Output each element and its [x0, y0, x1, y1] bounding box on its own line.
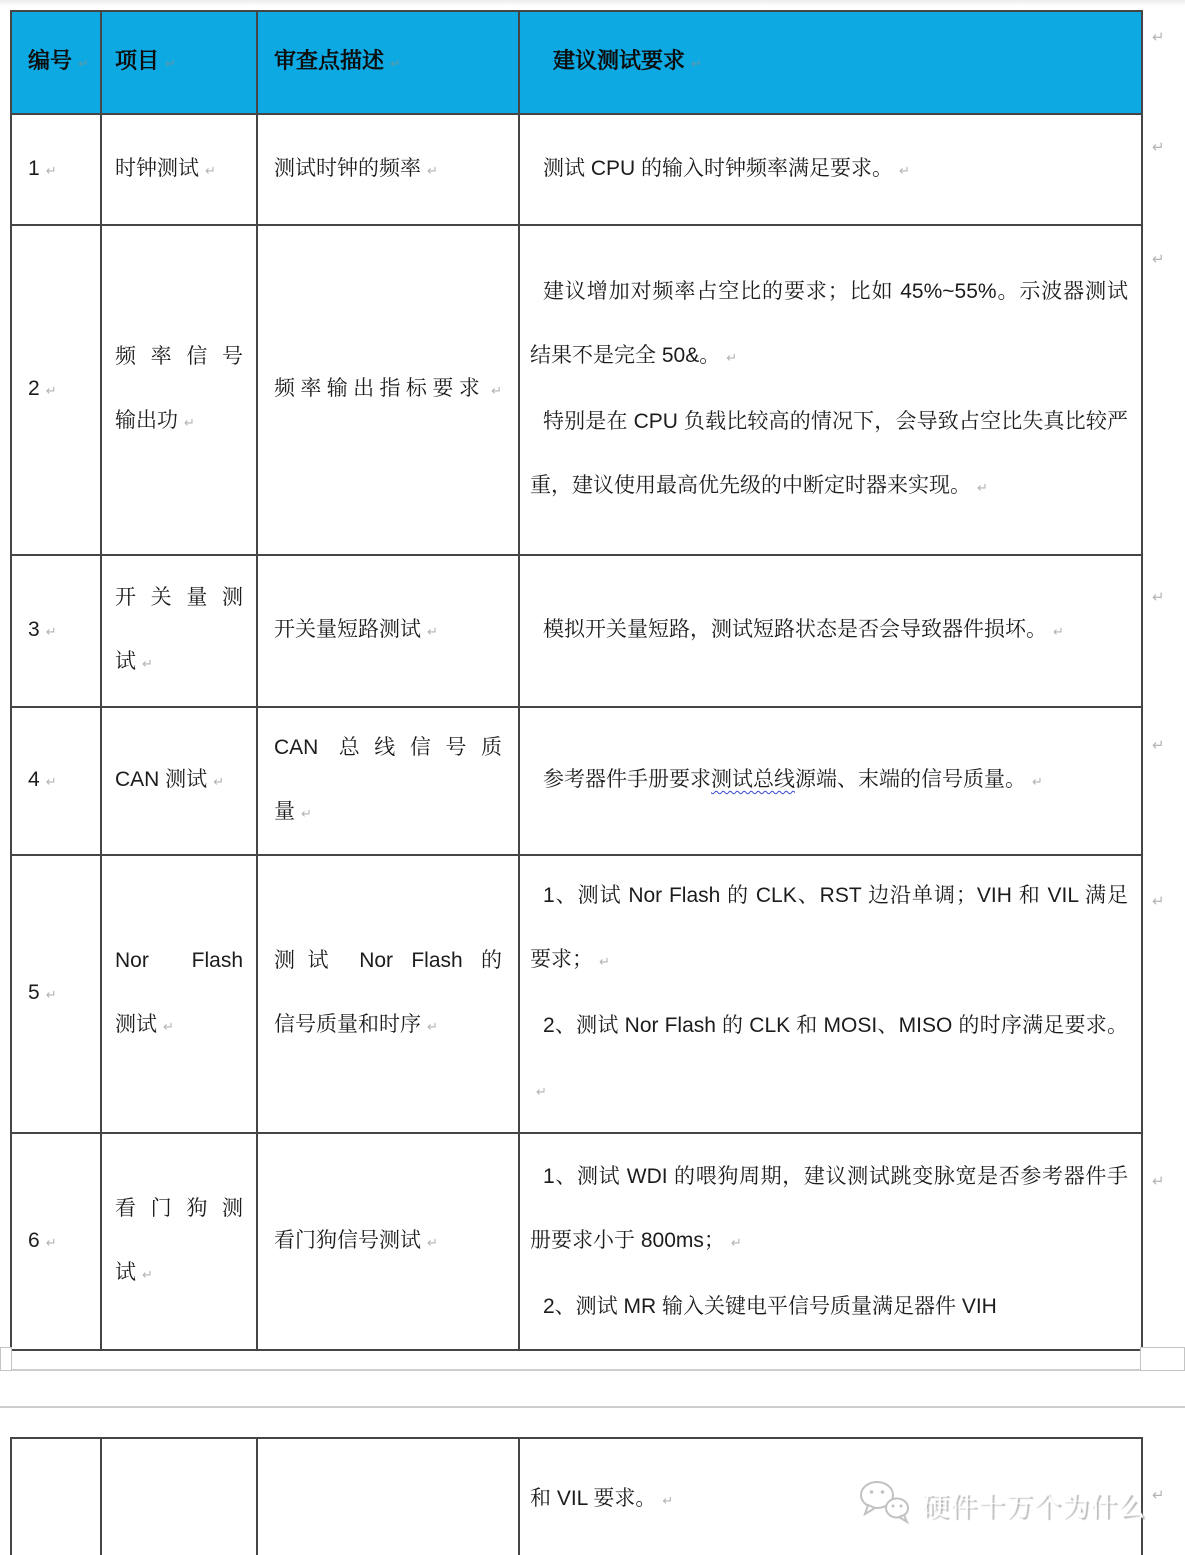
table-row [12, 1134, 1141, 1349]
table-row [12, 1439, 1141, 1555]
row-number: 1 ↵ [28, 137, 100, 203]
cell-req [520, 1134, 1141, 1349]
cell-item [102, 708, 258, 854]
cell-number [12, 556, 102, 706]
row-number: 3 ↵ [28, 598, 100, 664]
column-header: 审查点描述 ↵ [274, 29, 502, 96]
desc-text: 信号质量和时序 ↵ [274, 993, 502, 1059]
page-edge-marker [0, 1347, 12, 1371]
req-text: 测试 CPU 的输入时钟频率满足要求。 ↵ [530, 137, 1128, 203]
item-text: 看门狗测 [115, 1196, 243, 1220]
table-row [12, 856, 1141, 1134]
item-text: 频率信号 [115, 345, 243, 368]
header-cell-desc [258, 12, 520, 113]
desc-text: 频率输出指标要求 ↵ [274, 357, 502, 423]
paragraph-mark-icon: ↵ [1152, 893, 1165, 910]
cell-item [102, 1134, 258, 1349]
row-number: 5 ↵ [28, 961, 100, 1027]
cell-number [12, 856, 102, 1132]
desc-text: 开关量短路测试 ↵ [274, 598, 502, 664]
req-text: 模拟开关量短路，测试短路状态是否会导致器件损坏。 ↵ [530, 598, 1128, 664]
cell-item [102, 1439, 258, 1555]
review-table [10, 10, 1143, 1351]
header-cell-req [520, 12, 1141, 113]
cell-desc [258, 1439, 520, 1555]
cell-number [12, 115, 102, 224]
item-text: Nor Flash [115, 949, 243, 972]
req-text: 2、测试 Nor Flash 的 CLK 和 MOSI、MISO 的时序满足要求。 ↵ [530, 994, 1128, 1124]
paragraph-mark-icon: ↵ [1152, 1487, 1165, 1504]
spellcheck-underlined-text: 测试总线 [711, 768, 795, 791]
req-text: 和 VIL 要求。 ↵ [530, 1467, 1128, 1533]
cell-desc [258, 115, 520, 224]
desc-text: 量 ↵ [274, 780, 502, 846]
table-row [12, 556, 1141, 708]
paragraph-mark-icon: ↵ [1152, 29, 1165, 46]
watermark-label: 硬件十万个为什么 [922, 1492, 1146, 1522]
req-text: 1、测试 WDI 的喂狗周期，建议测试跳变脉宽是否参考器件手册要求小于 800ms； ↵ [530, 1145, 1128, 1275]
cell-desc [258, 856, 520, 1132]
cell-item [102, 556, 258, 706]
cell-desc [258, 708, 520, 854]
item-text: 时钟测试 ↵ [115, 137, 243, 203]
paragraph-mark-icon: ↵ [1152, 737, 1165, 754]
paragraph-mark-icon: ↵ [1152, 589, 1165, 606]
req-text: 建议增加对频率占空比的要求；比如 45%~55%。示波器测试结果不是完全 50&。 ↵ [530, 260, 1128, 390]
req-text-part: 源端、末端的信号质量。 [795, 768, 1026, 791]
paragraph-mark-icon: ↵ [1152, 251, 1165, 268]
desc-text: 测试时钟的频率 ↵ [274, 137, 502, 203]
page-top-edge [0, 0, 1185, 6]
cell-item [102, 115, 258, 224]
row-number: 2 ↵ [28, 357, 100, 423]
desc-text: 测试 Nor Flash 的 [274, 949, 502, 972]
cell-desc [258, 556, 520, 706]
item-text: 开关量测 [115, 586, 243, 609]
item-text: 试 ↵ [115, 630, 243, 696]
req-text: 特别是在 CPU 负载比较高的情况下，会导致占空比失真比较严重，建议使用最高优先级的中断定时器来实现。 ↵ [530, 390, 1128, 520]
item-text: 测试 ↵ [115, 993, 243, 1059]
cell-req [520, 556, 1141, 706]
table-header-row [12, 12, 1141, 115]
table-row [12, 708, 1141, 856]
column-header: 编号 ↵ [28, 29, 100, 96]
item-text: 输出功 ↵ [115, 389, 243, 455]
cell-req [520, 856, 1141, 1132]
page-edge-marker [1140, 1347, 1185, 1371]
row-number: 6 ↵ [28, 1209, 100, 1275]
paragraph-mark-icon: ↵ [1152, 139, 1165, 156]
page-break-line [0, 1369, 1185, 1371]
cell-req [520, 1439, 1141, 1555]
cell-item [102, 226, 258, 554]
header-cell-number [12, 12, 102, 113]
req-text: 1、测试 Nor Flash 的 CLK、RST 边沿单调；VIH 和 VIL 满足要求； ↵ [530, 864, 1128, 994]
cell-desc [258, 1134, 520, 1349]
item-text: 试 ↵ [115, 1241, 243, 1307]
req-text [530, 748, 1128, 814]
req-text: 2、测试 MR 输入关键电平信号质量满足器件 VIH [543, 1294, 997, 1318]
cell-req [520, 226, 1141, 554]
cell-number [12, 708, 102, 854]
cell-number [12, 1439, 102, 1555]
desc-text: 看门狗信号测试 ↵ [274, 1209, 502, 1275]
review-table-continued [10, 1437, 1143, 1555]
cell-req [520, 115, 1141, 224]
cell-number [12, 1134, 102, 1349]
desc-text: CAN 总线信号质 [274, 736, 502, 759]
item-text: CAN 测试 ↵ [115, 748, 243, 814]
column-header: 建议测试要求 ↵ [540, 29, 1128, 96]
paragraph-mark-icon: ↵ [1152, 1173, 1165, 1190]
cell-req [520, 708, 1141, 854]
row-number: 4 ↵ [28, 748, 100, 814]
cell-item [102, 856, 258, 1132]
header-cell-item [102, 12, 258, 113]
cell-number [12, 226, 102, 554]
cell-desc [258, 226, 520, 554]
table-row [12, 115, 1141, 226]
page-break-line [0, 1406, 1185, 1408]
column-header: 项目 ↵ [115, 29, 243, 96]
table-row [12, 226, 1141, 556]
req-text-part: 参考器件手册要求 [543, 768, 711, 791]
